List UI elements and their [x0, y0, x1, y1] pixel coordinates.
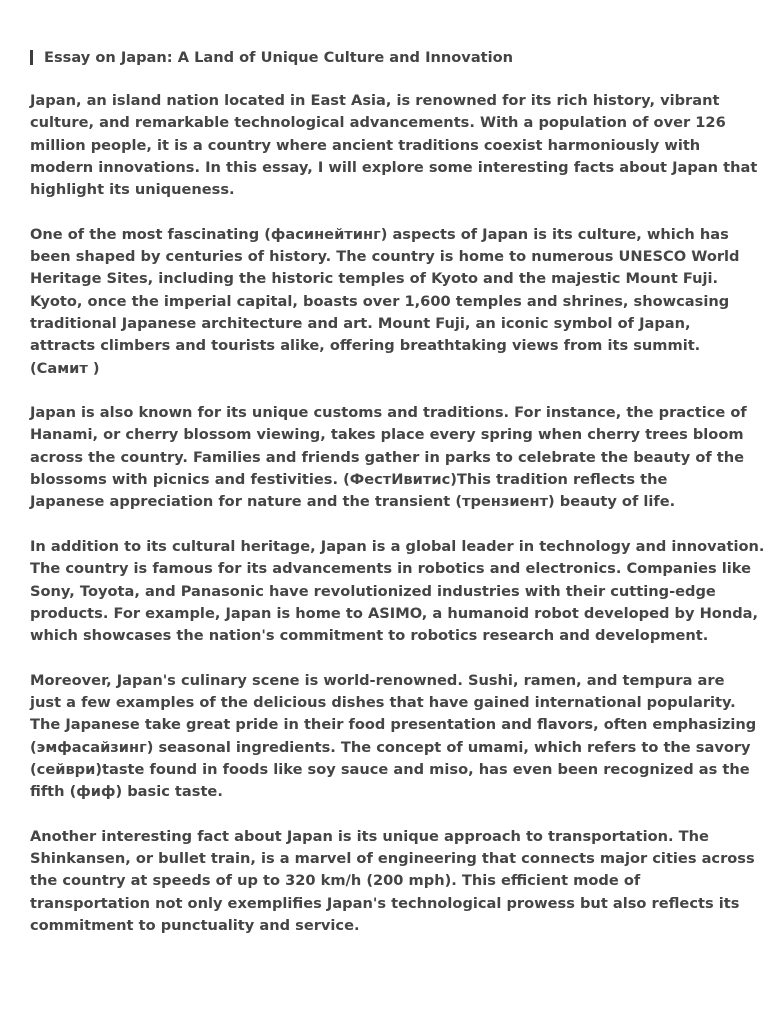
paragraph-line: the country at speeds of up to 320 km/h (200 mph). This efficient mode of: [30, 872, 641, 890]
document-header: [30, 46, 746, 68]
paragraph-line: which showcases the nation's commitment to robotics research and development.: [30, 627, 709, 645]
title-accent-bar: [30, 50, 33, 65]
paragraph-line: The Japanese take great pride in their food presentation and flavors, often emphasizing: [30, 716, 757, 734]
paragraph-line: culture, and remarkable technological advancements. With a population of over 126: [30, 114, 726, 132]
essay-paragraph: [30, 536, 765, 647]
paragraph-line: transportation not only exemplifies Japan's technological prowess but also reflects its: [30, 894, 740, 912]
paragraph-line: blossoms with picnics and festivities. (ФестИвитис)This tradition reflects the: [30, 471, 668, 489]
essay-paragraph: [30, 224, 746, 380]
document-page: [30, 46, 765, 960]
paragraph-line: just a few examples of the delicious dishes that have gained international popularity.: [30, 694, 736, 712]
paragraph-line: Kyoto, once the imperial capital, boasts over 1,600 temples and shrines, showcasing: [30, 292, 730, 310]
paragraph-line: Japanese appreciation for nature and the transient (трензиент) beauty of life.: [30, 493, 676, 511]
paragraph-line: commitment to punctuality and service.: [30, 916, 360, 934]
paragraph-line: traditional Japanese architecture and art. Mount Fuji, an iconic symbol of Japan,: [30, 314, 691, 332]
paragraph-line: The country is famous for its advancements in robotics and electronics. Companies like: [30, 560, 751, 578]
paragraph-line: modern innovations. In this essay, I will explore some interesting facts about Japan that: [30, 158, 758, 176]
paragraph-line: Hanami, or cherry blossom viewing, takes place every spring when cherry trees bloom: [30, 426, 744, 444]
paragraph-line: fifth (фиф) basic taste.: [30, 783, 223, 801]
paragraph-line: Japan is also known for its unique customs and traditions. For instance, the practice of: [30, 404, 747, 422]
paragraph-line: million people, it is a country where ancient traditions coexist harmoniously with: [30, 136, 701, 154]
essay-body: [30, 90, 765, 937]
paragraph-line: products. For example, Japan is home to ASIMO, a humanoid robot developed by Honda,: [30, 604, 759, 622]
essay-paragraph: [30, 670, 757, 804]
essay-paragraph: [30, 402, 746, 513]
paragraph-line: Sony, Toyota, and Panasonic have revolutionized industries with their cutting-edge: [30, 582, 716, 600]
paragraph-line: across the country. Families and friends gather in parks to celebrate the beauty of the: [30, 448, 745, 466]
paragraph-line: (эмфасайзинг) seasonal ingredients. The concept of umami, which refers to the savory: [30, 738, 751, 756]
paragraph-line: Moreover, Japan's culinary scene is world-renowned. Sushi, ramen, and tempura are: [30, 671, 725, 689]
paragraph-line: highlight its uniqueness.: [30, 181, 235, 199]
essay-paragraph: [30, 826, 755, 937]
paragraph-line: In addition to its cultural heritage, Japan is a global leader in technology and innovation.: [30, 537, 765, 555]
paragraph-line: Japan, an island nation located in East Asia, is renowned for its rich history, vibrant: [30, 92, 720, 109]
paragraph-line: been shaped by centuries of history. The country is home to numerous UNESCO World: [30, 248, 740, 266]
paragraph-line: Shinkansen, or bullet train, is a marvel of engineering that connects major cities across: [30, 850, 755, 868]
document-title: Essay on Japan: A Land of Unique Culture and Innovation: [44, 48, 514, 66]
paragraph-line: attracts climbers and tourists alike, offering breathtaking views from its summit.: [30, 337, 701, 355]
paragraph-line: Another interesting fact about Japan is its unique approach to transportation. The: [30, 827, 709, 845]
paragraph-line: (сейври)taste found in foods like soy sauce and miso, has even been recognized as the: [30, 760, 750, 778]
paragraph-line: (Самит ): [30, 359, 100, 377]
paragraph-line: Heritage Sites, including the historic temples of Kyoto and the majestic Mount Fuji.: [30, 270, 719, 288]
essay-paragraph: [30, 90, 758, 201]
paragraph-line: One of the most fascinating (фасинейтинг) aspects of Japan is its culture, which has: [30, 225, 729, 243]
